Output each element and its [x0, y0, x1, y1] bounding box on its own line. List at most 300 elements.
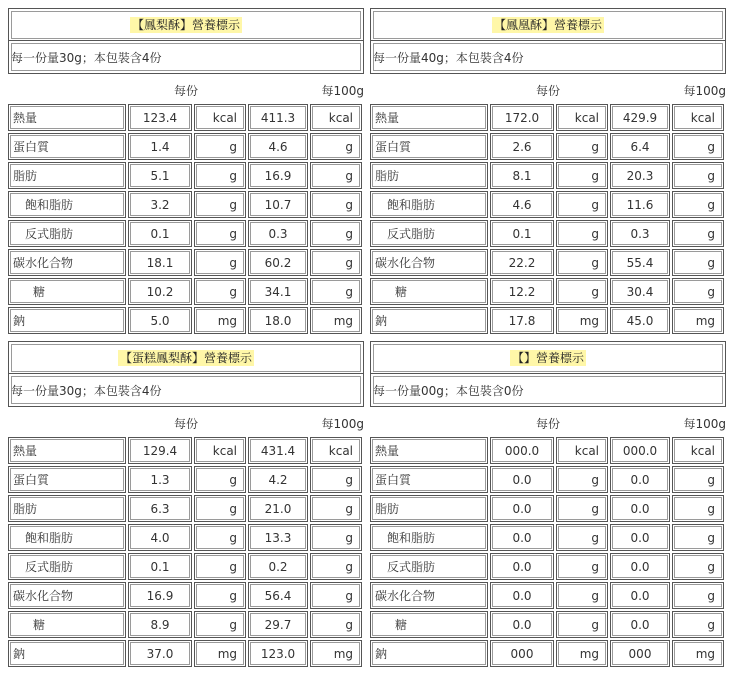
per-serving-value-cell — [490, 582, 554, 609]
per-serving-unit-cell — [556, 278, 608, 305]
per-serving-header: 每份 — [535, 417, 560, 431]
per-100g-unit: g — [312, 497, 360, 520]
nutrient-name: 反式脂肪 — [10, 222, 124, 245]
nutrient-name-cell — [370, 162, 488, 189]
per-serving-unit: g — [558, 613, 606, 636]
nutrient-name: 蛋白質 — [10, 468, 124, 491]
nutrient-name: 鈉 — [10, 642, 124, 665]
serving-info: 每一份量40g；本包裝含4份 — [373, 51, 524, 65]
nutrient-name-cell — [370, 104, 488, 131]
per-100g-value-cell — [248, 582, 308, 609]
nutrition-panel — [370, 8, 726, 338]
nutrient-name: 脂肪 — [372, 497, 486, 520]
nutrient-name-cell — [370, 553, 488, 580]
per-serving-value: 6.3 — [130, 497, 190, 520]
per-serving-value-cell — [490, 437, 554, 464]
per-100g-value: 30.4 — [612, 280, 668, 303]
per-serving-header: 每份 — [173, 84, 198, 98]
per-serving-value: 5.1 — [130, 164, 190, 187]
per-100g-value-cell — [610, 553, 670, 580]
nutrient-name: 碳水化合物 — [10, 584, 124, 607]
per-serving-value-cell — [490, 162, 554, 189]
per-100g-unit-cell — [310, 611, 362, 638]
per-100g-unit-cell — [310, 466, 362, 493]
per-serving-unit-cell — [194, 220, 246, 247]
serving-info: 每一份量00g；本包裝含0份 — [373, 384, 524, 398]
per-serving-value: 18.1 — [130, 251, 190, 274]
per-serving-value-cell — [490, 307, 554, 334]
per-serving-value-cell — [490, 191, 554, 218]
per-serving-value: 5.0 — [130, 309, 190, 332]
per-serving-unit: g — [558, 164, 606, 187]
nutrient-name-cell — [370, 466, 488, 493]
per-serving-value-cell — [128, 104, 192, 131]
per-100g-header: 每100g — [683, 84, 726, 98]
per-100g-value: 34.1 — [250, 280, 306, 303]
per-serving-value-cell — [128, 524, 192, 551]
nutrient-name: 熱量 — [372, 106, 486, 129]
per-serving-value: 129.4 — [130, 439, 190, 462]
table-row — [370, 104, 726, 133]
per-100g-unit-cell — [672, 162, 724, 189]
table-row — [370, 640, 726, 669]
per-100g-value-cell — [248, 104, 308, 131]
per-100g-value: 0.0 — [612, 555, 668, 578]
per-serving-unit-cell — [556, 553, 608, 580]
per-100g-unit-cell — [310, 249, 362, 276]
per-100g-value: 60.2 — [250, 251, 306, 274]
per-serving-unit-cell — [556, 524, 608, 551]
per-100g-unit-cell — [672, 437, 724, 464]
per-100g-unit: g — [312, 584, 360, 607]
per-serving-value-cell — [490, 249, 554, 276]
per-serving-unit: kcal — [196, 106, 244, 129]
per-serving-unit: kcal — [558, 106, 606, 129]
per-100g-value-cell — [610, 191, 670, 218]
per-serving-unit-cell — [556, 495, 608, 522]
per-100g-unit: g — [674, 468, 722, 491]
nutrient-name: 糖 — [372, 613, 486, 636]
table-row — [370, 437, 726, 466]
per-100g-value-cell — [610, 278, 670, 305]
per-100g-unit-cell — [672, 611, 724, 638]
serving-info: 每一份量30g；本包裝含4份 — [11, 51, 162, 65]
per-100g-value-cell — [248, 466, 308, 493]
per-100g-unit: g — [674, 497, 722, 520]
per-100g-value: 4.2 — [250, 468, 306, 491]
nutrient-name-cell — [370, 191, 488, 218]
table-row — [370, 249, 726, 278]
per-100g-value: 0.0 — [612, 526, 668, 549]
table-row — [8, 611, 364, 640]
per-100g-unit: g — [312, 555, 360, 578]
per-serving-unit-cell — [194, 582, 246, 609]
per-serving-unit: g — [196, 135, 244, 158]
per-serving-unit: g — [196, 584, 244, 607]
per-100g-unit-cell — [672, 133, 724, 160]
per-serving-unit: g — [558, 584, 606, 607]
per-100g-unit: g — [312, 222, 360, 245]
per-100g-unit: mg — [312, 309, 360, 332]
per-serving-unit-cell — [556, 220, 608, 247]
per-serving-unit: g — [196, 526, 244, 549]
per-serving-unit: mg — [196, 309, 244, 332]
nutrition-panel — [8, 341, 364, 671]
nutrient-name: 鈉 — [372, 642, 486, 665]
panel-title: 【鳳梨酥】營養標示 — [131, 18, 240, 32]
per-serving-unit: g — [558, 526, 606, 549]
per-serving-unit: g — [196, 555, 244, 578]
per-100g-unit: g — [674, 193, 722, 216]
nutrient-name: 脂肪 — [372, 164, 486, 187]
per-serving-value-cell — [128, 611, 192, 638]
nutrient-name-cell — [370, 249, 488, 276]
per-serving-value: 8.9 — [130, 613, 190, 636]
per-100g-unit-cell — [310, 191, 362, 218]
nutrient-name-cell — [8, 104, 126, 131]
per-100g-unit: g — [312, 613, 360, 636]
per-100g-unit-cell — [672, 104, 724, 131]
per-serving-unit-cell — [556, 162, 608, 189]
per-100g-unit-cell — [672, 553, 724, 580]
nutrient-name-cell — [370, 220, 488, 247]
per-serving-unit: g — [196, 193, 244, 216]
per-serving-value: 10.2 — [130, 280, 190, 303]
per-100g-value: 11.6 — [612, 193, 668, 216]
per-100g-value: 0.2 — [250, 555, 306, 578]
per-serving-value-cell — [128, 553, 192, 580]
table-row — [8, 162, 364, 191]
nutrition-panel — [370, 341, 726, 671]
per-100g-value: 411.3 — [250, 106, 306, 129]
nutrient-name-cell — [370, 640, 488, 667]
table-row — [370, 582, 726, 611]
nutrient-name: 蛋白質 — [372, 468, 486, 491]
nutrient-name: 熱量 — [10, 439, 124, 462]
per-100g-unit: g — [674, 251, 722, 274]
per-serving-value: 0.0 — [492, 468, 552, 491]
per-100g-unit: g — [312, 468, 360, 491]
per-100g-unit: g — [674, 555, 722, 578]
per-100g-value-cell — [610, 104, 670, 131]
per-serving-unit: g — [196, 222, 244, 245]
per-100g-value-cell — [248, 191, 308, 218]
per-serving-unit-cell — [194, 524, 246, 551]
per-100g-unit-cell — [672, 278, 724, 305]
table-row — [370, 191, 726, 220]
table-row — [8, 582, 364, 611]
nutrient-name-cell — [370, 307, 488, 334]
nutrient-name: 糖 — [10, 280, 124, 303]
per-100g-unit-cell — [310, 524, 362, 551]
per-100g-value-cell — [248, 220, 308, 247]
nutrition-table — [8, 104, 364, 336]
per-100g-unit: g — [312, 193, 360, 216]
per-100g-value: 0.3 — [612, 222, 668, 245]
table-row — [370, 162, 726, 191]
per-serving-unit: g — [558, 497, 606, 520]
nutrient-name: 鈉 — [372, 309, 486, 332]
per-100g-value: 0.0 — [612, 584, 668, 607]
per-100g-unit: g — [674, 613, 722, 636]
nutrient-name-cell — [370, 611, 488, 638]
per-serving-unit: mg — [558, 642, 606, 665]
per-100g-value: 431.4 — [250, 439, 306, 462]
panel-title-box — [8, 8, 364, 42]
per-100g-value-cell — [610, 495, 670, 522]
per-100g-value-cell — [610, 133, 670, 160]
per-100g-value-cell — [248, 524, 308, 551]
per-serving-value: 000.0 — [492, 439, 552, 462]
per-serving-unit: g — [196, 497, 244, 520]
per-100g-value-cell — [248, 437, 308, 464]
per-serving-value-cell — [128, 307, 192, 334]
per-100g-value-cell — [248, 495, 308, 522]
per-serving-value-cell — [490, 278, 554, 305]
per-100g-unit: mg — [674, 309, 722, 332]
per-100g-value-cell — [610, 466, 670, 493]
nutrient-name: 糖 — [10, 613, 124, 636]
serving-info-box — [370, 40, 726, 74]
per-100g-value-cell — [610, 640, 670, 667]
table-row — [370, 278, 726, 307]
per-serving-value: 0.1 — [130, 222, 190, 245]
per-100g-value-cell — [248, 640, 308, 667]
nutrient-name-cell — [8, 437, 126, 464]
per-100g-value: 0.0 — [612, 468, 668, 491]
per-serving-unit-cell — [194, 104, 246, 131]
per-serving-unit: mg — [196, 642, 244, 665]
table-row — [8, 104, 364, 133]
per-100g-unit: kcal — [674, 439, 722, 462]
nutrient-name: 熱量 — [10, 106, 124, 129]
per-100g-header: 每100g — [321, 417, 364, 431]
nutrient-name: 脂肪 — [10, 164, 124, 187]
per-serving-unit: g — [558, 555, 606, 578]
per-100g-unit-cell — [310, 495, 362, 522]
nutrient-name-cell — [370, 582, 488, 609]
table-row — [8, 249, 364, 278]
nutrient-name-cell — [8, 582, 126, 609]
per-serving-header: 每份 — [535, 84, 560, 98]
per-100g-value: 45.0 — [612, 309, 668, 332]
per-100g-header: 每100g — [321, 84, 364, 98]
per-100g-unit-cell — [672, 220, 724, 247]
per-serving-value: 3.2 — [130, 193, 190, 216]
per-serving-value-cell — [490, 495, 554, 522]
table-row — [8, 524, 364, 553]
nutrient-name: 熱量 — [372, 439, 486, 462]
nutrition-table — [8, 437, 364, 669]
per-100g-value: 4.6 — [250, 135, 306, 158]
per-serving-unit-cell — [194, 437, 246, 464]
per-serving-value: 12.2 — [492, 280, 552, 303]
per-100g-unit-cell — [310, 553, 362, 580]
nutrient-name: 飽和脂肪 — [372, 193, 486, 216]
per-serving-unit-cell — [556, 249, 608, 276]
nutrient-name-cell — [370, 437, 488, 464]
nutrient-name: 飽和脂肪 — [10, 526, 124, 549]
table-row — [8, 191, 364, 220]
per-serving-unit: mg — [558, 309, 606, 332]
per-serving-value: 000 — [492, 642, 552, 665]
per-100g-unit-cell — [310, 278, 362, 305]
per-serving-value: 123.4 — [130, 106, 190, 129]
per-100g-value-cell — [248, 278, 308, 305]
table-row — [8, 495, 364, 524]
per-100g-value-cell — [248, 611, 308, 638]
per-serving-value-cell — [128, 437, 192, 464]
nutrient-name: 碳水化合物 — [10, 251, 124, 274]
panel-title: 【鳳凰酥】營養標示 — [493, 18, 602, 32]
panel-title: 【蛋糕鳳梨酥】營養標示 — [119, 351, 252, 365]
nutrient-name: 反式脂肪 — [372, 555, 486, 578]
per-100g-unit: g — [312, 164, 360, 187]
per-100g-unit-cell — [672, 524, 724, 551]
per-serving-header: 每份 — [173, 417, 198, 431]
per-serving-value-cell — [490, 220, 554, 247]
serving-info: 每一份量30g；本包裝含4份 — [11, 384, 162, 398]
per-serving-value-cell — [490, 524, 554, 551]
per-100g-unit-cell — [310, 437, 362, 464]
per-serving-value-cell — [490, 133, 554, 160]
nutrient-name-cell — [8, 133, 126, 160]
per-100g-value-cell — [610, 582, 670, 609]
per-100g-value: 29.7 — [250, 613, 306, 636]
per-100g-unit-cell — [672, 249, 724, 276]
per-serving-unit: kcal — [558, 439, 606, 462]
per-serving-unit-cell — [556, 466, 608, 493]
per-100g-unit-cell — [310, 640, 362, 667]
per-100g-unit-cell — [672, 307, 724, 334]
panel-title-box — [370, 8, 726, 42]
per-serving-value-cell — [490, 466, 554, 493]
per-serving-unit: g — [196, 164, 244, 187]
per-serving-value: 22.2 — [492, 251, 552, 274]
per-serving-unit-cell — [194, 553, 246, 580]
nutrient-name-cell — [370, 278, 488, 305]
per-100g-value: 13.3 — [250, 526, 306, 549]
nutrient-name-cell — [8, 278, 126, 305]
per-100g-value-cell — [610, 162, 670, 189]
per-100g-unit-cell — [672, 495, 724, 522]
per-100g-unit: g — [674, 526, 722, 549]
per-100g-value-cell — [610, 220, 670, 247]
per-serving-value-cell — [490, 640, 554, 667]
per-serving-value-cell — [490, 104, 554, 131]
nutrient-name-cell — [8, 162, 126, 189]
per-100g-unit: g — [674, 584, 722, 607]
per-serving-unit-cell — [556, 582, 608, 609]
per-serving-value-cell — [128, 249, 192, 276]
per-100g-value-cell — [610, 307, 670, 334]
nutrient-name: 糖 — [372, 280, 486, 303]
per-100g-value: 20.3 — [612, 164, 668, 187]
per-serving-value: 0.0 — [492, 613, 552, 636]
per-serving-value-cell — [128, 640, 192, 667]
table-row — [370, 553, 726, 582]
per-100g-value: 10.7 — [250, 193, 306, 216]
per-serving-unit-cell — [194, 162, 246, 189]
nutrient-name-cell — [8, 611, 126, 638]
per-serving-value: 0.0 — [492, 555, 552, 578]
per-100g-unit: g — [674, 164, 722, 187]
per-100g-unit-cell — [672, 466, 724, 493]
per-serving-value: 8.1 — [492, 164, 552, 187]
table-row — [370, 524, 726, 553]
table-row — [8, 553, 364, 582]
per-serving-unit-cell — [556, 611, 608, 638]
per-serving-value: 37.0 — [130, 642, 190, 665]
per-serving-unit-cell — [556, 133, 608, 160]
per-100g-value-cell — [610, 611, 670, 638]
nutrient-name-cell — [8, 191, 126, 218]
table-row — [370, 495, 726, 524]
per-serving-value-cell — [490, 553, 554, 580]
per-100g-unit: kcal — [674, 106, 722, 129]
per-serving-value-cell — [128, 495, 192, 522]
nutrient-name: 飽和脂肪 — [10, 193, 124, 216]
per-serving-unit: g — [196, 280, 244, 303]
per-serving-value-cell — [128, 191, 192, 218]
per-100g-value: 55.4 — [612, 251, 668, 274]
panel-title-box — [370, 341, 726, 375]
per-100g-unit: g — [674, 280, 722, 303]
per-serving-value: 17.8 — [492, 309, 552, 332]
per-100g-value: 16.9 — [250, 164, 306, 187]
per-100g-unit-cell — [672, 640, 724, 667]
per-serving-unit-cell — [194, 307, 246, 334]
per-100g-unit-cell — [310, 162, 362, 189]
serving-info-box — [8, 373, 364, 407]
per-100g-value-cell — [248, 162, 308, 189]
panel-title-box — [8, 341, 364, 375]
table-row — [370, 307, 726, 336]
per-100g-value-cell — [610, 437, 670, 464]
per-serving-unit-cell — [556, 191, 608, 218]
nutrient-name-cell — [370, 524, 488, 551]
nutrient-name-cell — [8, 524, 126, 551]
per-serving-unit-cell — [194, 495, 246, 522]
per-100g-value-cell — [248, 307, 308, 334]
nutrient-name-cell — [8, 249, 126, 276]
per-serving-value: 16.9 — [130, 584, 190, 607]
per-serving-unit: g — [558, 222, 606, 245]
table-row — [370, 133, 726, 162]
per-100g-unit-cell — [310, 307, 362, 334]
per-serving-value: 0.0 — [492, 526, 552, 549]
per-serving-value: 4.6 — [492, 193, 552, 216]
per-serving-value: 2.6 — [492, 135, 552, 158]
nutrient-name: 脂肪 — [10, 497, 124, 520]
nutrient-name: 鈉 — [10, 309, 124, 332]
per-serving-unit: g — [196, 251, 244, 274]
nutrition-table — [370, 437, 726, 669]
per-serving-value-cell — [128, 466, 192, 493]
per-100g-unit: kcal — [312, 439, 360, 462]
per-serving-unit-cell — [194, 611, 246, 638]
per-100g-unit-cell — [310, 133, 362, 160]
table-row — [370, 220, 726, 249]
per-100g-value-cell — [610, 249, 670, 276]
per-serving-unit: g — [196, 613, 244, 636]
per-100g-unit: mg — [674, 642, 722, 665]
table-row — [8, 307, 364, 336]
table-row — [8, 220, 364, 249]
per-serving-value: 0.0 — [492, 497, 552, 520]
per-serving-value: 172.0 — [492, 106, 552, 129]
per-100g-value: 21.0 — [250, 497, 306, 520]
